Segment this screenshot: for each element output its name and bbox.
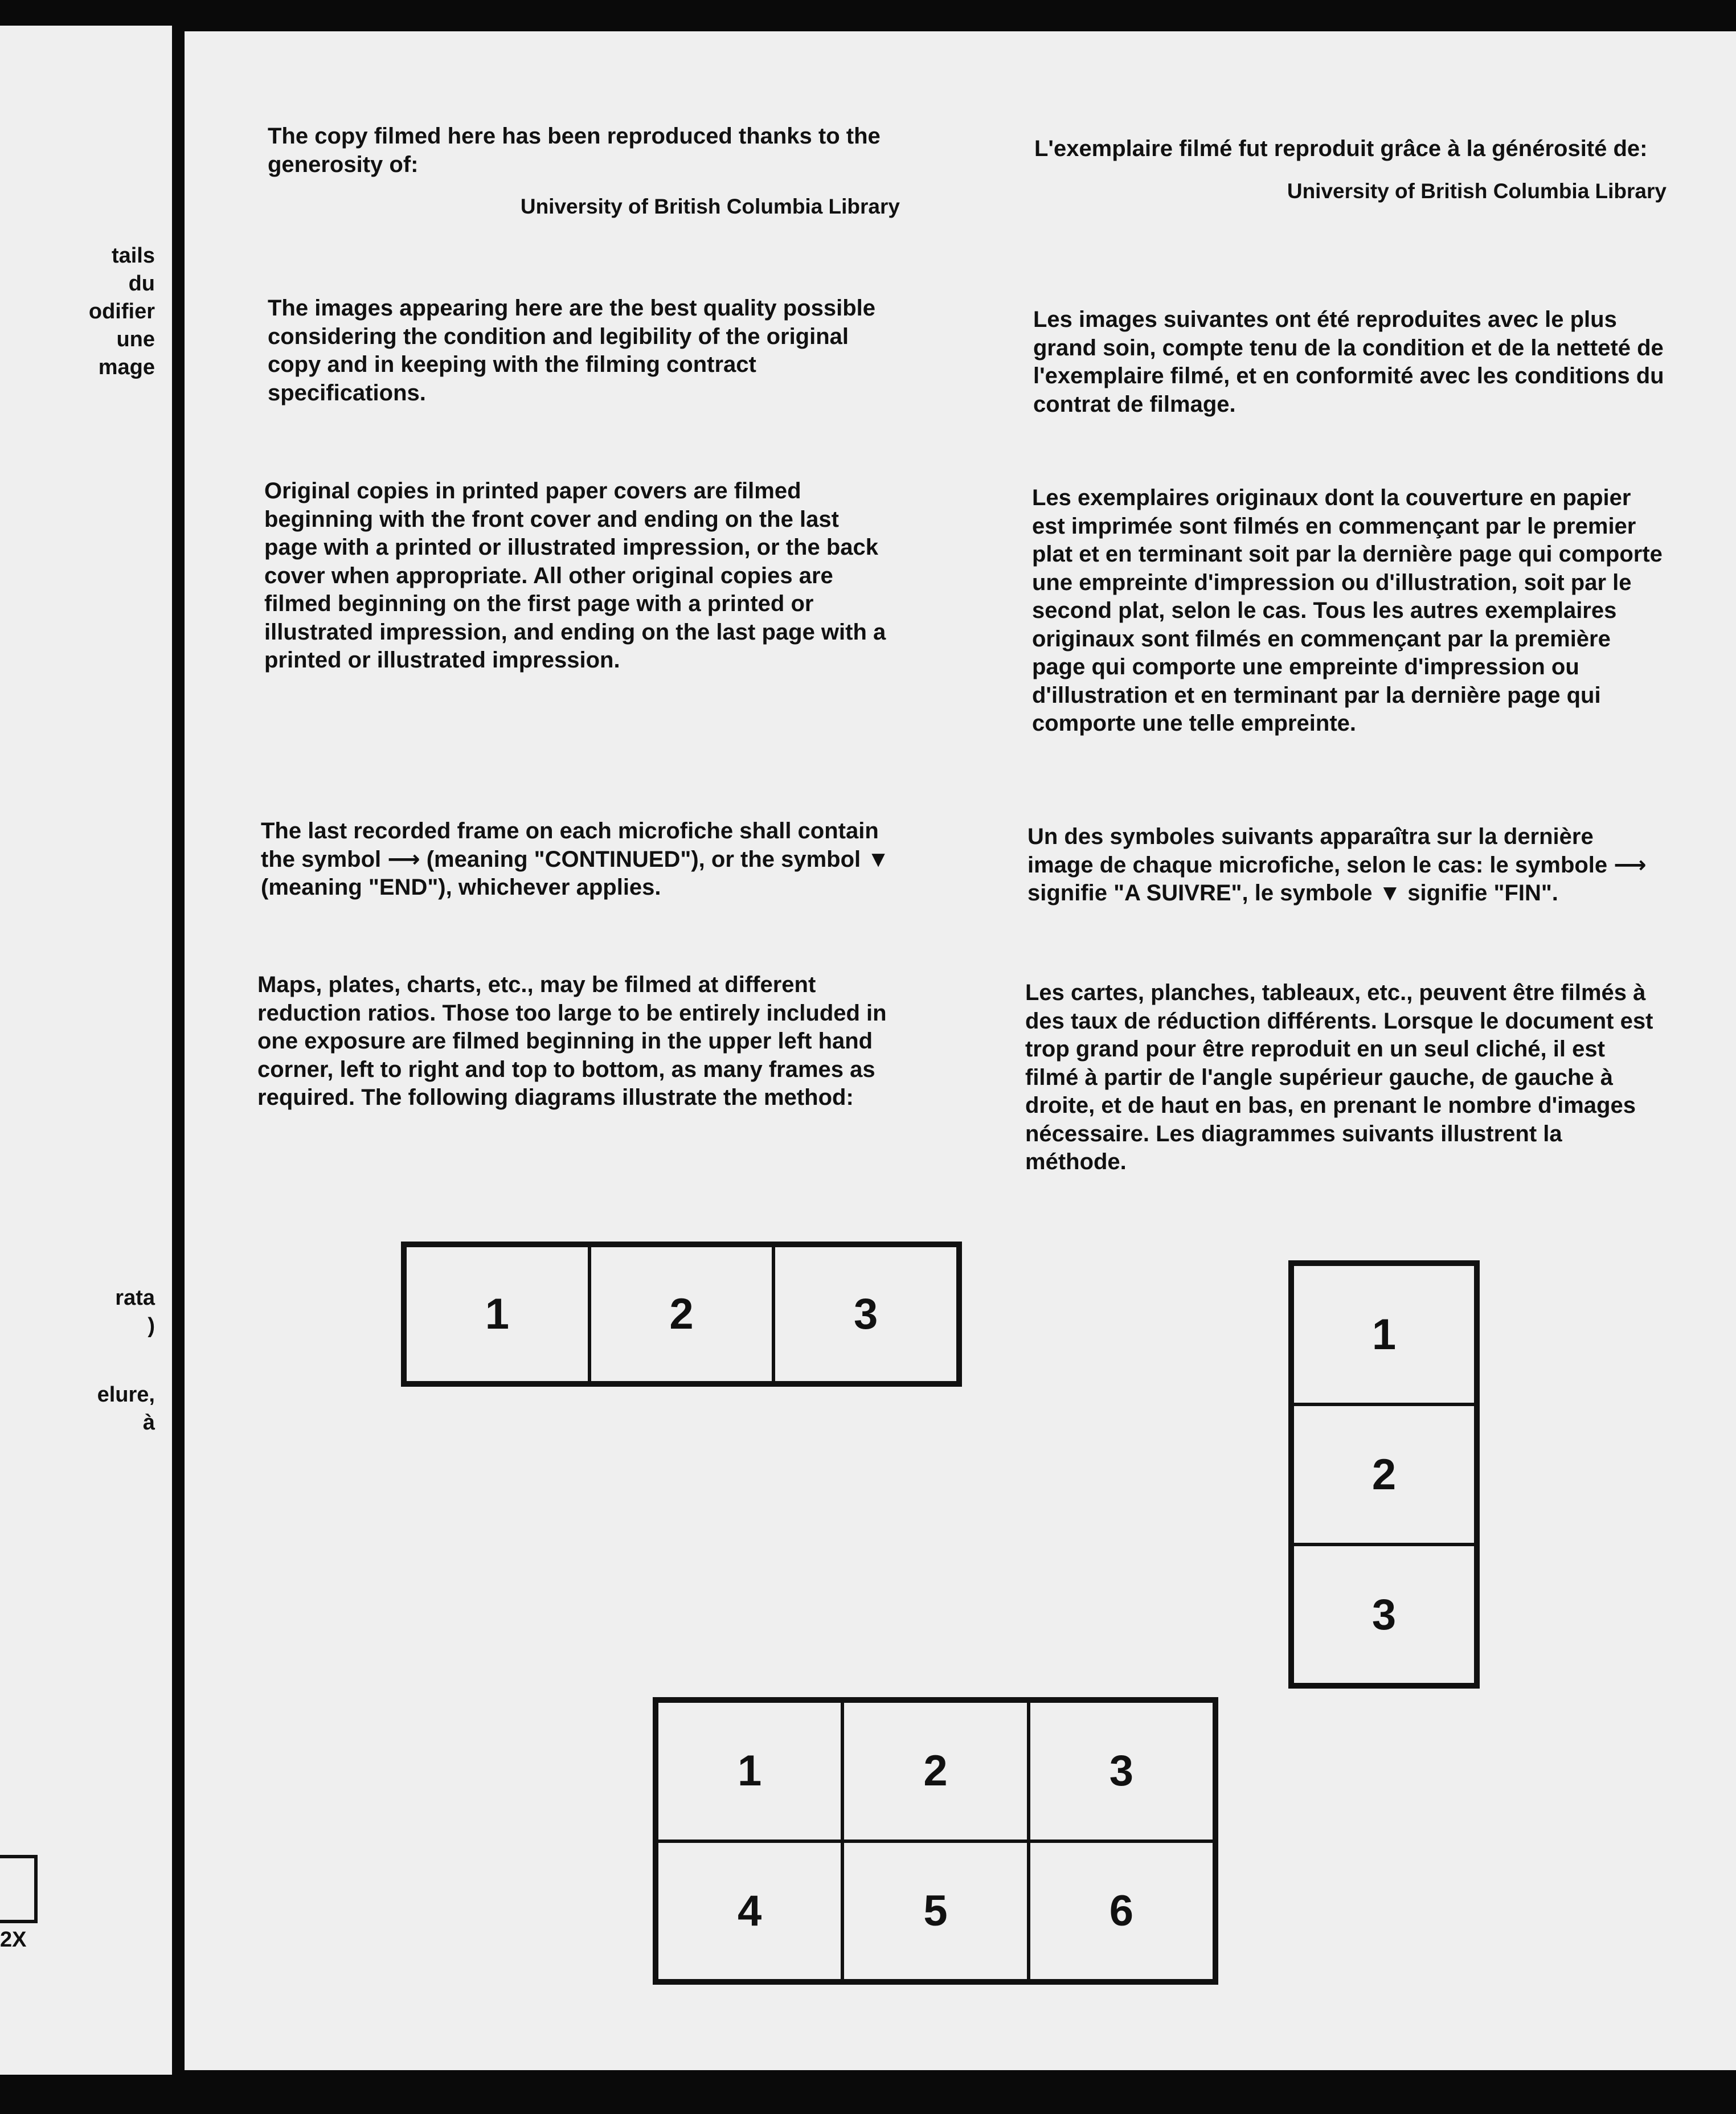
french-covers-paragraph: Les exemplaires originaux dont la couverture en papier est imprimée sont filmés en commençant par le premier plat et en terminant soit par la dernière page qui comporte une empreinte d'impression ou d'illustration, soit par le second plat, selon le cas. Tous les autres exemplaires originaux sont filmés en commençant par la première page qui comporte une empreinte d'impression ou d'illustration et en terminant par la dernière page qui comporte une telle empreinte. [1032,485,1663,736]
diagram-horizontal-cell: 3 [773,1246,958,1383]
english-symbols-paragraph: The last recorded frame on each microfiche shall contain the symbol ⟶ (meaning "CONTINUED"), or the symbol ▼ (meaning "END"), whichever applies. [261,818,890,900]
english-maps-paragraph: Maps, plates, charts, etc., may be filmed at different reduction ratios. Those too large to be entirely included in one exposure are filmed beginning in the upper left hand corner, left to right and top to bottom, as many frames as required. The following diagrams illustrate the method: [257,972,887,1110]
main-page [185,31,1736,2070]
diagram-grid-cell: 5 [842,1841,1028,1981]
margin-text-middle-b: elure, à [97,1383,155,1435]
french-library-credit: University of British Columbia Library [1287,179,1667,203]
diagram-grid-cell: 6 [1029,1841,1214,1981]
diagram-horizontal [401,1242,962,1387]
margin-frame-box [0,1855,38,1923]
margin-label-2x: 2X [0,1928,27,1952]
french-intro-block [1034,135,1667,205]
margin-text-middle-a: rata ) [115,1286,155,1338]
diagram-vertical-cell: 3 [1292,1544,1476,1685]
french-symbols-paragraph: Un des symboles suivants apparaîtra sur la dernière image de chaque microfiche, selon le cas: le symbole ⟶ signifie "A SUIVRE", le symbole ▼ signifie "FIN". [1027,824,1647,906]
english-intro: The copy filmed here has been reproduced thanks to the generosity of: [268,124,881,177]
french-quality-paragraph: Les images suivantes ont été reproduites avec le plus grand soin, compte tenu de la condition et de la netteté de l'exemplaire filmé, et en conformité avec les conditions du contrat de filmage. [1033,307,1664,417]
diagram-grid [653,1697,1218,1985]
english-intro-block [268,122,900,221]
margin-text-top: tails du odifier une mage [88,244,155,379]
diagram-vertical [1288,1260,1480,1689]
diagram-grid-cell: 3 [1029,1701,1214,1841]
english-covers-paragraph: Original copies in printed paper covers are filmed beginning with the front cover and ending on the last page with a printed or illustrated impression, or the back cover when appropriate. All other original copies are filmed beginning on the first page with a printed or illustrated impression, and ending on the last page with a printed or illustrated impression. [264,478,886,673]
diagram-vertical-cell: 2 [1292,1404,1476,1544]
diagram-grid-cell: 2 [842,1701,1028,1841]
diagram-grid-cell: 1 [657,1701,842,1841]
diagram-grid-cell: 4 [657,1841,842,1981]
english-quality-paragraph: The images appearing here are the best quality possible considering the condition and legibility of the original copy and in keeping with the filming contract specifications. [268,296,875,405]
french-maps-paragraph: Les cartes, planches, tableaux, etc., peuvent être filmés à des taux de réduction différents. Lorsque le document est trop grand pour être reproduit en un seul cliché, il est filmé à partir de l'angle supérieur gauche, de gauche à droite, et de haut en bas, en prenant le nombre d'images nécessaire. Les diagrammes suivants illustrent la méthode. [1025,980,1653,1174]
diagram-vertical-cell: 1 [1292,1264,1476,1404]
left-page-fragment [0,26,172,2075]
diagram-horizontal-cell: 1 [405,1246,589,1383]
french-intro: L'exemplaire filmé fut reproduit grâce à la générosité de: [1034,136,1648,161]
diagram-horizontal-cell: 2 [589,1246,774,1383]
english-library-credit: University of British Columbia Library [520,195,900,218]
